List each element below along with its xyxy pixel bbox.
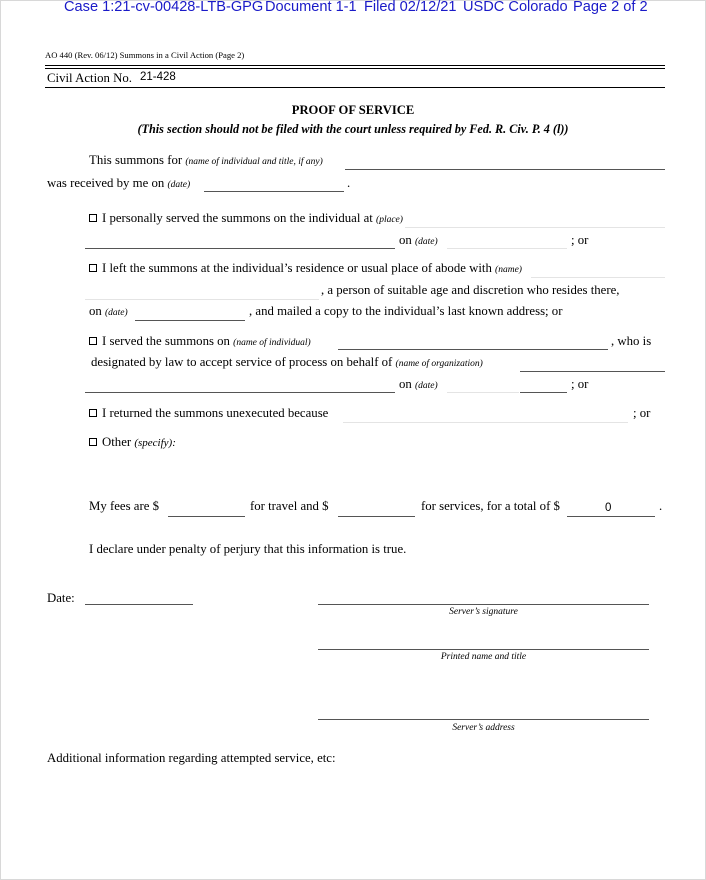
additional-info: Additional information regarding attempted service, etc: xyxy=(47,751,336,765)
checkbox-other[interactable] xyxy=(89,438,97,446)
designated-date-faint xyxy=(447,392,519,393)
fees-travel: for travel and $ xyxy=(250,499,329,513)
personal-date-field[interactable] xyxy=(447,248,567,249)
designated-name-field[interactable] xyxy=(338,349,608,350)
signature-field[interactable] xyxy=(318,604,649,605)
fees-services: for services, for a total of $ xyxy=(421,499,560,513)
name-hint: (name of individual and title, if any) xyxy=(185,157,323,167)
printed-name-label: Printed name and title xyxy=(440,652,527,662)
organization-field-2[interactable] xyxy=(85,392,395,393)
designated-line2: designated by law to accept service of process on behalf of (name of organization) xyxy=(91,355,483,369)
checkbox-personal[interactable] xyxy=(89,214,97,222)
received-on: was received by me on (date) xyxy=(47,176,191,190)
fees-period: . xyxy=(659,499,663,513)
checkbox-residence[interactable] xyxy=(89,264,97,272)
organization-field[interactable] xyxy=(520,371,665,372)
checkbox-designated[interactable] xyxy=(89,337,97,345)
designated-on: on (date) xyxy=(399,377,438,391)
total-fee-field[interactable] xyxy=(567,516,655,517)
civil-action-number: 21-428 xyxy=(140,71,176,83)
page-subtitle: (This section should not be filed with the court unless required by Fed. R. Civ. P. 4 (l)) xyxy=(137,122,569,136)
services-fee-field[interactable] xyxy=(338,516,415,517)
civil-action-label: Civil Action No. xyxy=(47,71,132,85)
checkbox-unexecuted[interactable] xyxy=(89,409,97,417)
header-rule-2 xyxy=(45,68,665,69)
residence-name-field[interactable] xyxy=(531,277,665,278)
designated-end: ; or xyxy=(571,377,589,391)
option-designated: I served the summons on (name of individual) xyxy=(89,334,311,349)
option-unexecuted: I returned the summons unexecuted because xyxy=(89,406,328,421)
travel-fee-field[interactable] xyxy=(168,516,245,517)
header-rule-1 xyxy=(45,65,665,66)
place-field[interactable] xyxy=(85,248,395,249)
option-other: Other (specify): xyxy=(89,435,176,450)
unexecuted-reason-field[interactable] xyxy=(343,422,628,423)
option-personal: I personally served the summons on the individual at (place) xyxy=(89,211,403,226)
received-period: . xyxy=(347,176,351,190)
personal-on: on (date) xyxy=(399,233,438,247)
server-address-label: Server’s address xyxy=(452,723,515,733)
signature-label: Server’s signature xyxy=(449,607,518,617)
place-field-faint xyxy=(405,227,665,228)
form-id: AO 440 (Rev. 06/12) Summons in a Civil Action (Page 2) xyxy=(45,50,245,60)
received-intro: This summons for (name of individual and title, if any) xyxy=(89,153,323,167)
date-field[interactable] xyxy=(85,604,193,605)
ecf-case-number: Case 1:21-cv-00428-LTB-GPG xyxy=(64,0,264,15)
civil-action-rule xyxy=(45,87,665,88)
option-residence: I left the summons at the individual’s residence or usual place of abode with (name) xyxy=(89,261,522,276)
residence-date-field[interactable] xyxy=(135,320,245,321)
ecf-filed-date: Filed 02/12/21 xyxy=(364,0,457,15)
recipient-name-field[interactable] xyxy=(345,169,665,170)
printed-name-field[interactable] xyxy=(318,649,649,650)
total-fee-value: 0 xyxy=(605,502,612,514)
designated-date-field[interactable] xyxy=(520,392,567,393)
ecf-document-number: Document 1-1 xyxy=(265,0,357,15)
residence-line3: , and mailed a copy to the individual’s last known address; or xyxy=(249,304,563,318)
designated-who-is: , who is xyxy=(611,334,652,348)
residence-line2: , a person of suitable age and discretion who resides there, xyxy=(321,283,620,297)
ecf-court: USDC Colorado xyxy=(463,0,568,15)
ecf-page-number: Page 2 of 2 xyxy=(573,0,648,15)
server-address-field[interactable] xyxy=(318,719,649,720)
received-date-field[interactable] xyxy=(204,191,344,192)
date-label: Date: xyxy=(47,591,75,605)
fees-label: My fees are $ xyxy=(89,499,159,513)
personal-end: ; or xyxy=(571,233,589,247)
residence-name-field-2[interactable] xyxy=(85,299,319,300)
page-title: PROOF OF SERVICE xyxy=(291,103,415,117)
residence-on: on (date) xyxy=(89,304,128,318)
declaration: I declare under penalty of perjury that this information is true. xyxy=(89,542,407,556)
unexecuted-end: ; or xyxy=(633,406,651,420)
